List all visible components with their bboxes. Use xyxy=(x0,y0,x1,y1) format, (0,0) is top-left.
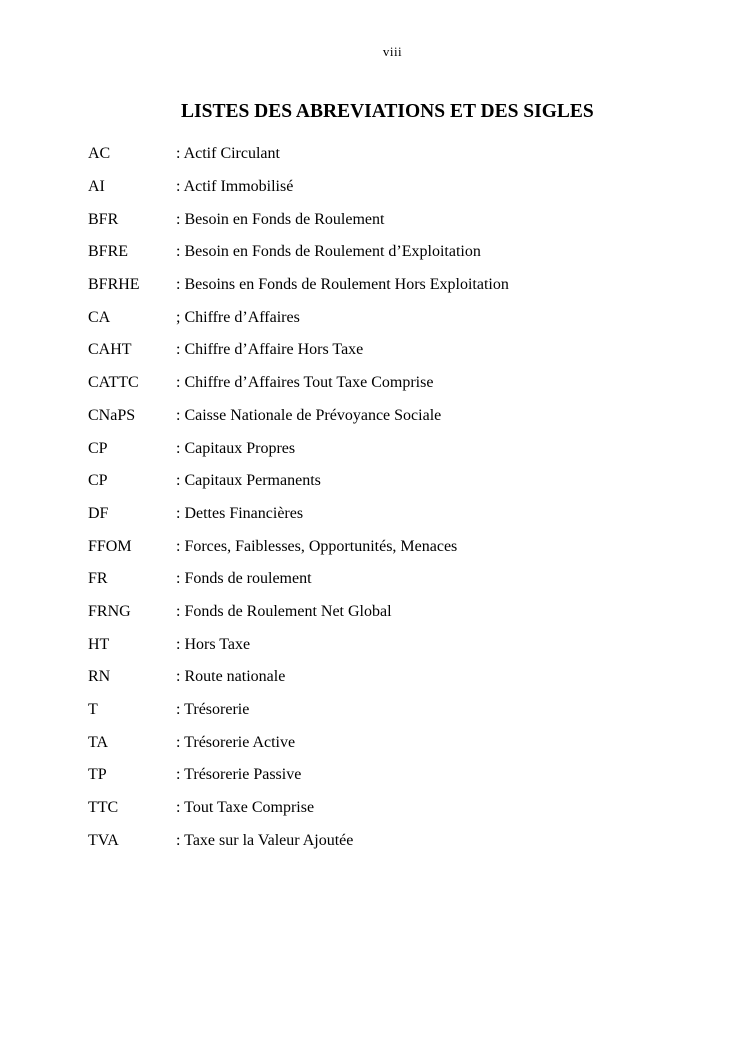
abbreviation: CA xyxy=(88,308,111,326)
list-item xyxy=(88,400,708,433)
definition: ; Chiffre d’Affaires xyxy=(176,308,300,326)
definition: : Besoins en Fonds de Roulement Hors Exploitation xyxy=(176,276,509,294)
list-item xyxy=(88,628,708,661)
abbreviation: CP xyxy=(88,439,108,457)
definition: : Capitaux Propres xyxy=(176,439,296,457)
abbreviation: BFRE xyxy=(88,243,129,261)
abbreviation: T xyxy=(88,701,98,719)
list-item xyxy=(88,236,708,269)
abbreviation: FFOM xyxy=(88,537,132,555)
abbreviation: TA xyxy=(88,733,109,751)
abbreviation: CATTC xyxy=(88,374,139,392)
page-title: LISTES DES ABREVIATIONS ET DES SIGLES xyxy=(181,101,594,122)
definition: : Besoin en Fonds de Roulement d’Exploitation xyxy=(176,243,481,261)
definition: : Chiffre d’Affaires Tout Taxe Comprise xyxy=(176,374,434,392)
abbreviation: RN xyxy=(88,668,111,686)
definition: : Taxe sur la Valeur Ajoutée xyxy=(176,831,354,849)
definition: : Trésorerie xyxy=(176,701,250,719)
definition: : Tout Taxe Comprise xyxy=(176,799,315,817)
abbreviation: CAHT xyxy=(88,341,132,359)
list-item xyxy=(88,563,708,596)
list-item xyxy=(88,171,708,204)
list-item xyxy=(88,498,708,531)
list-item xyxy=(88,661,708,694)
abbreviation: DF xyxy=(88,504,109,522)
list-item xyxy=(88,792,708,825)
list-item xyxy=(88,138,708,171)
definition: : Actif Immobilisé xyxy=(176,178,294,196)
page-number: viii xyxy=(382,44,403,59)
abbreviation: TVA xyxy=(88,831,119,849)
definition: : Trésorerie Passive xyxy=(176,766,302,784)
list-item xyxy=(88,465,708,498)
list-item xyxy=(88,694,708,727)
list-item xyxy=(88,301,708,334)
abbreviation: AC xyxy=(88,145,111,163)
list-item xyxy=(88,596,708,629)
abbreviation: CP xyxy=(88,472,108,490)
definition: : Fonds de Roulement Net Global xyxy=(176,602,392,620)
abbreviation: AI xyxy=(88,178,105,196)
list-item xyxy=(88,824,708,857)
abbreviation: BFR xyxy=(88,210,119,228)
abbreviation: FRNG xyxy=(88,602,131,620)
abbreviation: TTC xyxy=(88,799,119,817)
definition: : Dettes Financières xyxy=(176,504,304,522)
list-item xyxy=(88,726,708,759)
definition: : Caisse Nationale de Prévoyance Sociale xyxy=(176,406,442,424)
list-item xyxy=(88,759,708,792)
list-item xyxy=(88,432,708,465)
abbreviation: TP xyxy=(88,766,107,784)
abbreviation: FR xyxy=(88,570,108,588)
definition: : Hors Taxe xyxy=(176,635,251,653)
definition: : Route nationale xyxy=(176,668,286,686)
definition: : Chiffre d’Affaire Hors Taxe xyxy=(176,341,364,359)
abbreviation: CNaPS xyxy=(88,406,136,424)
abbreviation: BFRHE xyxy=(88,276,140,294)
definition: : Forces, Faiblesses, Opportunités, Menaces xyxy=(176,537,458,555)
list-item xyxy=(88,530,708,563)
abbreviation-list xyxy=(88,138,708,857)
abbreviation: HT xyxy=(88,635,110,653)
list-item xyxy=(88,367,708,400)
list-item xyxy=(88,334,708,367)
list-item xyxy=(88,269,708,302)
definition: : Capitaux Permanents xyxy=(176,472,321,490)
definition: : Actif Circulant xyxy=(176,145,280,163)
definition: : Besoin en Fonds de Roulement xyxy=(176,210,385,228)
definition: : Fonds de roulement xyxy=(176,570,312,588)
definition: : Trésorerie Active xyxy=(176,733,296,751)
list-item xyxy=(88,203,708,236)
